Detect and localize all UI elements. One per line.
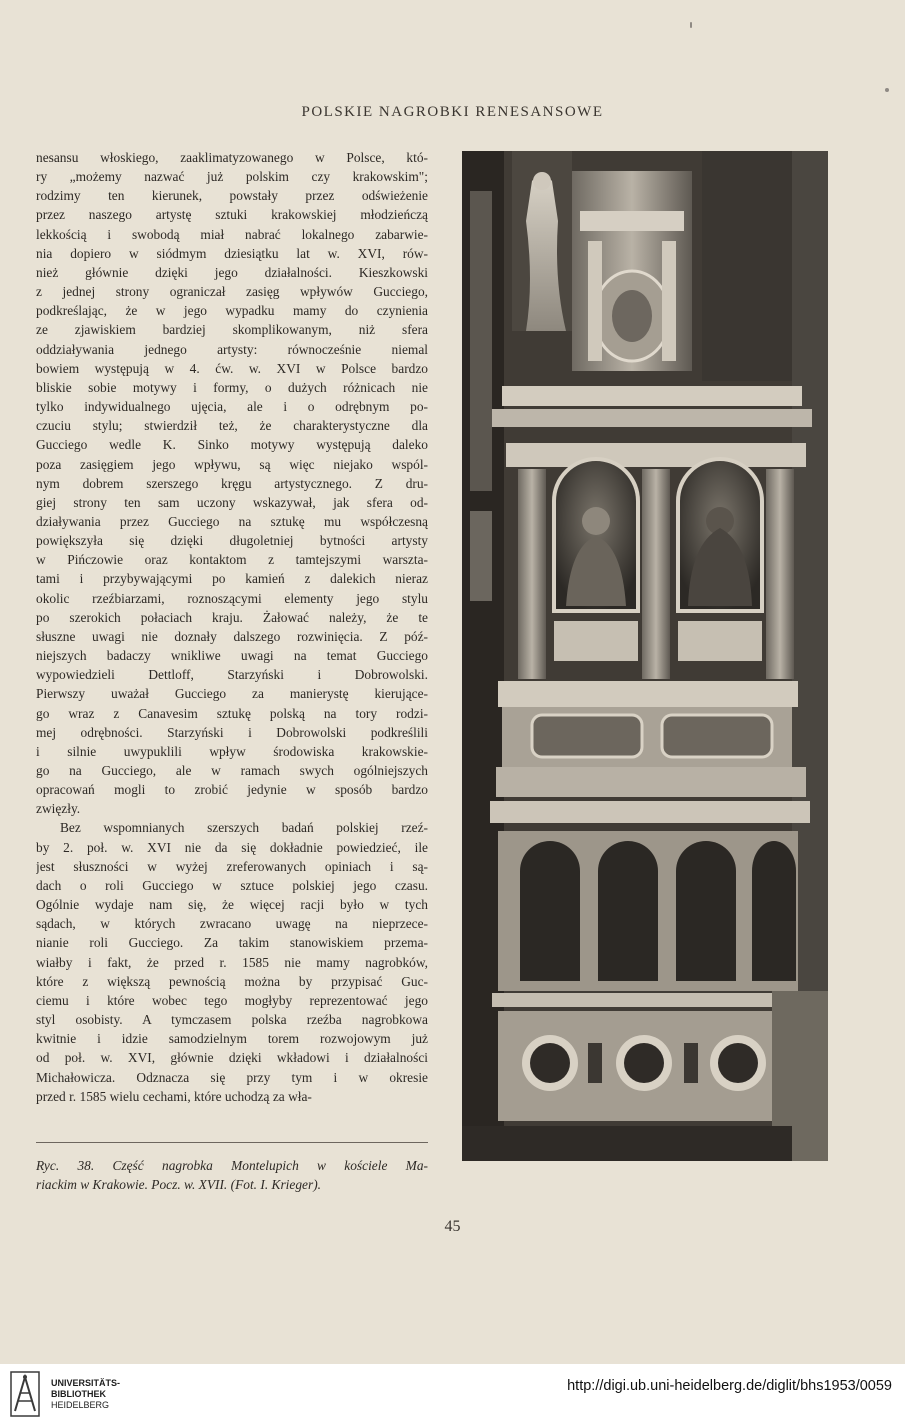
text-line: rodzimy ten kierunek, powstały przez odświeżenie	[36, 188, 428, 204]
text-line: by 2. poł. w. XVI nie da się dokładnie powiedzieć, ile	[36, 839, 428, 855]
text-line: powiększyła się dzięki długoletniej bytności artysty	[36, 533, 428, 549]
text-line: tami i przybywającymi po kamień z dalekich nieraz	[36, 571, 428, 587]
text-line: Bez wspomnianych szerszych badań polskiej rzeź-	[60, 820, 428, 836]
text-line: sądach, w których zwracano uwagę na nieprzece-	[36, 916, 428, 932]
caption-line: Ryc. 38. Część nagrobka Montelupich w kościele Ma-	[36, 1158, 428, 1173]
text-line: nianie roli Gucciego. Za takim stanowiskiem przema-	[36, 935, 428, 951]
text-line: giej strony ten sam uczony wskazywał, jak sfera od-	[36, 494, 428, 510]
text-line: kwitnie i idzie samodzielnym torem rozwojowym już	[36, 1031, 428, 1047]
digitization-footer	[0, 1364, 905, 1427]
text-line: po szerokich połaciach kraju. Żałować należy, że te	[36, 609, 428, 625]
text-line: z jednej strony ograniczał zasięg wpływów Gucciego,	[36, 284, 428, 300]
text-line: wypowiedzieli Dettloff, Starzyński i Dobrowolski.	[36, 667, 428, 683]
text-line: poza zasięgiem jego wpływu, są więc niejako wspól-	[36, 456, 428, 472]
text-line: jest słuszności w wyżej zreferowanych opiniach i są-	[36, 858, 428, 874]
caption-rule	[36, 1142, 428, 1143]
body-text-column	[36, 148, 428, 1106]
text-line: wiałby i fakt, że przed r. 1585 nie mamy nagrobków,	[36, 954, 428, 970]
text-line: bowiem występują w 4. ćw. w. XVI w Polsce bardzo	[36, 360, 428, 376]
tomb-photograph	[462, 151, 828, 1161]
text-line: nesansu włoskiego, zaaklimatyzowanego w Polsce, któ-	[36, 150, 428, 165]
text-line: mej odrębności. Starzyński i Dobrowolski podkreślili	[36, 724, 428, 740]
text-line: od poł. w. XVI, głównie dzięki wkładowi i działalności	[36, 1050, 428, 1066]
text-line: dach o roli Gucciego w sztuce polskiej jego czasu.	[36, 877, 428, 893]
text-line: tylko indywidualnego ujęcia, ale i o odrębnym po-	[36, 399, 428, 415]
text-line: okolic rzeźbiarzami, roznoszącymi elementy jego stylu	[36, 590, 428, 606]
text-line: nież głównie dzięki jego działalności. Kieszkowski	[36, 264, 428, 280]
scan-speck	[690, 22, 692, 28]
text-line: czuciu stylu; stwierdził też, że charakterystyczne dla	[36, 418, 428, 434]
text-line: ze zjawiskiem bardziej skomplikowanym, niż sfera	[36, 322, 428, 338]
figure-caption	[36, 1156, 428, 1194]
text-line: które z większą pewnością można by przypisać Guc-	[36, 973, 428, 989]
text-line: styl osobisty. A tymczasem polska rzeźba nagrobkowa	[36, 1012, 428, 1028]
text-line: działywania przez Gucciego na sztukę mu współczesną	[36, 513, 428, 529]
text-line: go wraz z Canavesim sztukę polską na tory rodzi-	[36, 705, 428, 721]
text-line: niejszych badaczy wnikliwe uwagi na temat Gucciego	[36, 648, 428, 664]
caption-line: riackim w Krakowie. Pocz. w. XVII. (Fot. I. Krieger).	[36, 1177, 321, 1192]
text-line: Pierwszy uważał Gucciego za manierystę kierujące-	[36, 686, 428, 702]
library-seal-icon	[10, 1371, 40, 1417]
text-line: w Pińczowie oraz kontaktom z tamtejszymi warszta-	[36, 552, 428, 568]
text-line: ciemu i które wobec tego mogłyby reprezentować jego	[36, 992, 428, 1008]
text-line: nym dobrem szerszego kręgu artystycznego. Z dru-	[36, 475, 428, 491]
text-line: słuszne uwagi nie doznały dalszego rozwinięcia. Z póź-	[36, 628, 428, 644]
text-line: Ogólnie wydaje nam się, że więcej racji było w tych	[36, 897, 428, 913]
text-line: nia dopiero w siódmym dziesiątku lat w. XVI, rów-	[36, 245, 428, 261]
source-url[interactable]: http://digi.ub.uni-heidelberg.de/diglit/bhs1953/0059	[567, 1378, 892, 1394]
text-line: Michałowicza. Odznacza się przy tym i w okresie	[36, 1069, 428, 1085]
text-line: zwięzły.	[36, 801, 81, 817]
library-name	[51, 1378, 120, 1411]
text-line: Gucciego wedle K. Sinko motywy występują daleko	[36, 437, 428, 453]
library-name-line: UNIVERSITÄTS-	[51, 1378, 121, 1388]
text-line: go na Gucciego, ale w ramach swych ogólniejszych	[36, 763, 428, 778]
text-line: i silnie uwypuklili wpływ środowiska krakowskie-	[36, 743, 428, 759]
text-line: opracowań mogli to zrobić jedynie w sposób bardzo	[36, 782, 428, 798]
text-line: przez naszego artystę sztuki krakowskiej młodzieńczą	[36, 207, 428, 223]
text-line: oddziaływania jednego artysty: równocześnie niemal	[36, 341, 428, 357]
text-line: podkreślając, że w jego wypadku mamy do czynienia	[36, 303, 428, 319]
page-number: 45	[444, 1218, 461, 1235]
text-line: przed r. 1585 wielu cechami, które uchodzą za wła-	[36, 1088, 312, 1104]
running-head: POLSKIE NAGROBKI RENESANSOWE	[301, 104, 604, 120]
library-name-line: HEIDELBERG	[51, 1400, 110, 1410]
text-line: bliskie sobie motywy i formy, o dużych różnicach nie	[36, 379, 428, 395]
library-name-line: BIBLIOTHEK	[51, 1389, 106, 1399]
scan-speck	[885, 88, 889, 92]
text-line: ry „możemy nazwać już polskim czy krakowskim";	[36, 169, 428, 185]
text-line: lekkością i swobodą miał nabrać lokalnego zabarwie-	[36, 226, 428, 242]
